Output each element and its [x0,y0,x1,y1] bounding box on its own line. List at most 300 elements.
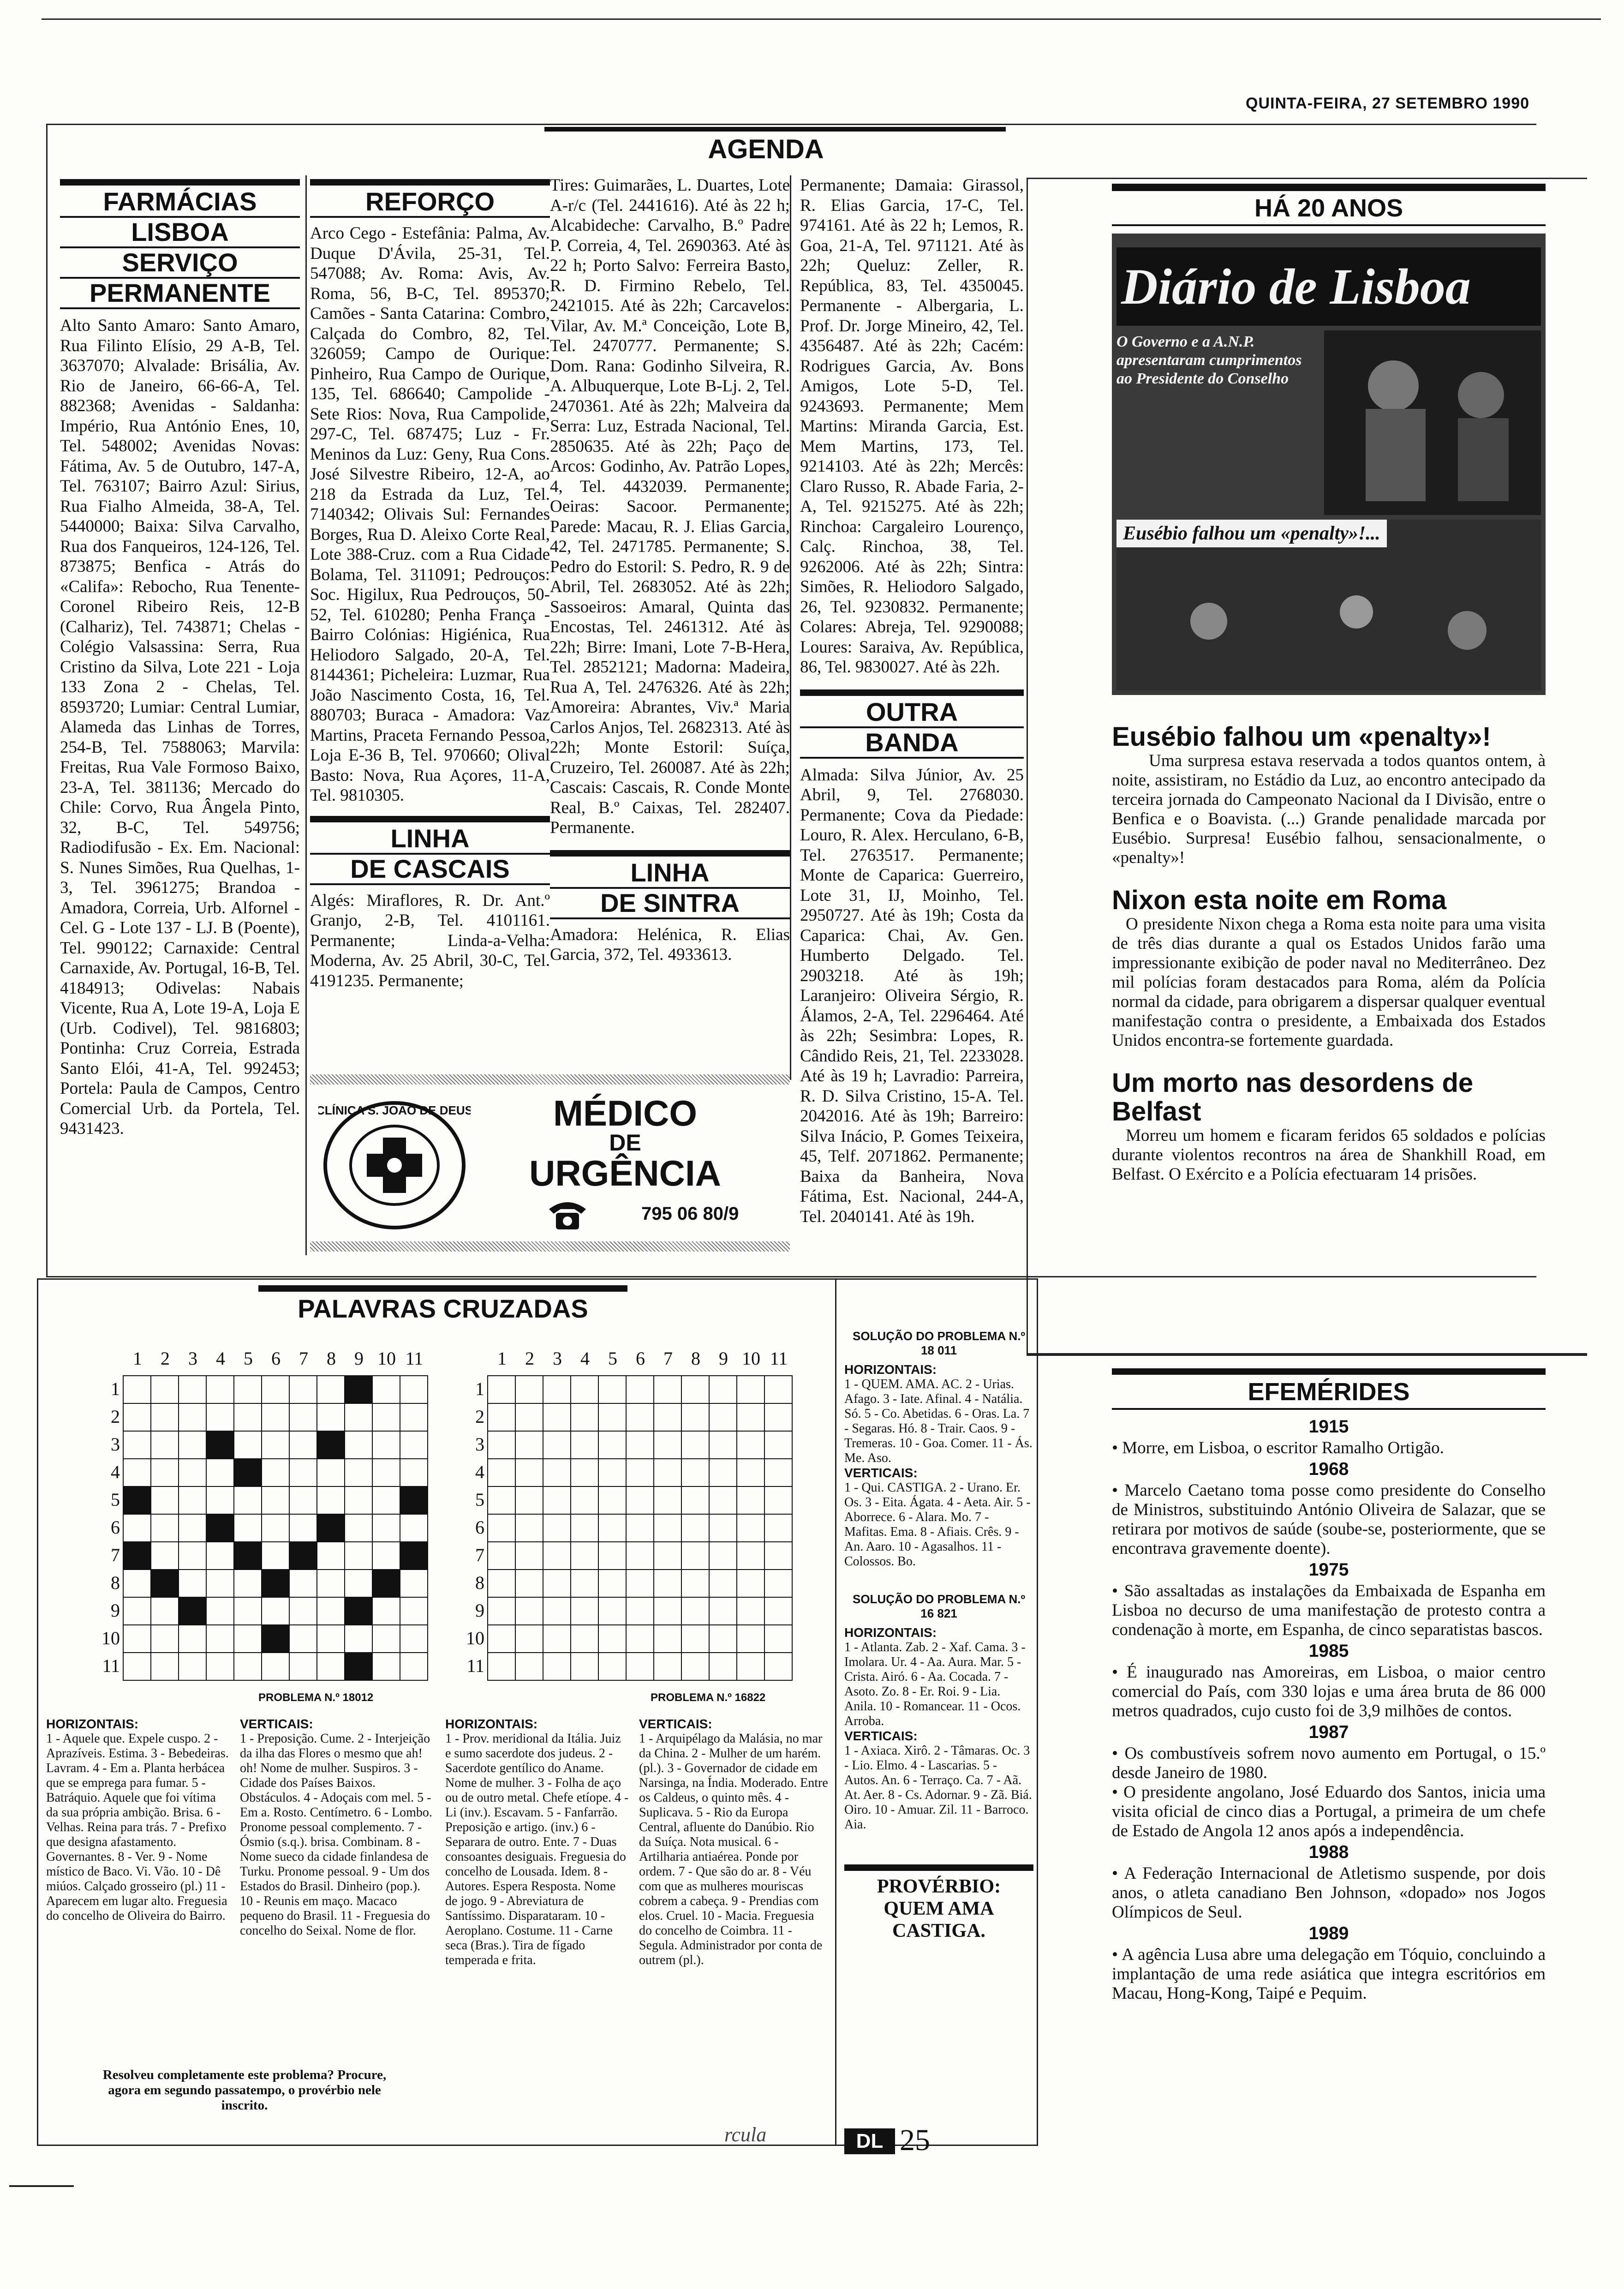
grid-cell[interactable] [515,1653,543,1680]
grid-cell[interactable] [123,1431,151,1459]
grid-cell[interactable] [764,1514,792,1542]
grid-cell[interactable] [372,1376,400,1403]
handwritten-scribble: rcula [724,2123,767,2146]
agenda-title: AGENDA [708,134,824,164]
grid-cell[interactable] [709,1625,737,1653]
grid-cell[interactable] [598,1431,626,1459]
grid-cell[interactable] [123,1459,151,1486]
grid-black-cell [151,1570,179,1597]
grid-cell[interactable] [179,1570,206,1597]
story-belfast [1112,1069,1546,1184]
grid-cell[interactable] [543,1625,571,1653]
grid-cell[interactable] [151,1403,179,1431]
grid-cell[interactable] [709,1376,737,1403]
grid-cell[interactable] [206,1459,234,1486]
grid-cell[interactable] [626,1459,654,1486]
ha20-title: HÁ 20 ANOS [1112,184,1546,226]
grid-cell[interactable] [345,1514,372,1542]
grid-cell[interactable] [262,1514,289,1542]
grid-cell[interactable] [488,1431,515,1459]
grid-cell[interactable] [345,1542,372,1570]
grid-cell[interactable] [543,1570,571,1597]
problem2-label: PROBLEMA N.º 16822 [651,1691,766,1704]
grid-cell[interactable] [372,1403,400,1431]
grid-cell[interactable] [681,1597,709,1625]
grid-cell[interactable] [372,1625,400,1653]
grid-cell[interactable] [289,1403,317,1431]
grid-column-number: 11 [770,1348,788,1369]
grid-cell[interactable] [179,1431,206,1459]
grid-cell[interactable] [400,1459,428,1486]
ha20-section [1112,184,1546,1184]
grid-cell[interactable] [709,1542,737,1570]
grid-cell[interactable] [488,1570,515,1597]
grid-cell[interactable] [681,1403,709,1431]
clip-teaser-2: Eusébio falhou um «penalty»!... [1116,520,1387,547]
grid-cell[interactable] [543,1459,571,1486]
grid-cell[interactable] [179,1653,206,1680]
grid-cell[interactable] [681,1542,709,1570]
grid-cell[interactable] [626,1542,654,1570]
grid-cell[interactable] [289,1625,317,1653]
medico-hatch-bottom [310,1241,790,1252]
grid-cell[interactable] [262,1486,289,1514]
grid-cell[interactable] [262,1597,289,1625]
proverb-text: QUEM AMA CASTIGA. [884,1898,994,1941]
clue-heading: HORIZONTAIS: [46,1717,139,1731]
grid-cell[interactable] [317,1653,345,1680]
grid-cell[interactable] [179,1542,206,1570]
grid-cell[interactable] [400,1431,428,1459]
grid-cell[interactable] [262,1376,289,1403]
grid-cell[interactable] [179,1459,206,1486]
grid-cell[interactable] [372,1514,400,1542]
grid-black-cell [317,1431,345,1459]
grid-cell[interactable] [626,1376,654,1403]
grid-cell[interactable] [488,1597,515,1625]
grid-cell[interactable] [400,1597,428,1625]
grid-cell[interactable] [345,1486,372,1514]
grid-cell[interactable] [179,1486,206,1514]
grid-cell[interactable] [151,1653,179,1680]
grid-cell[interactable] [345,1403,372,1431]
grid-cell[interactable] [515,1486,543,1514]
grid-cell[interactable] [681,1459,709,1486]
grid-cell[interactable] [488,1514,515,1542]
grid-cell[interactable] [737,1597,764,1625]
grid-cell[interactable] [654,1570,681,1597]
grid-row-number: 3 [111,1434,120,1455]
grid-cell[interactable] [123,1625,151,1653]
grid-cell[interactable] [571,1542,598,1570]
efemeride-year: 1988 [1308,1842,1349,1862]
grid-cell[interactable] [123,1403,151,1431]
p1-horizontais [46,1717,231,1923]
grid-cell[interactable] [571,1459,598,1486]
grid-cell[interactable] [488,1542,515,1570]
grid-cell[interactable] [543,1486,571,1514]
grid-cell[interactable] [123,1570,151,1597]
grid-cell[interactable] [571,1625,598,1653]
grid-cell[interactable] [626,1514,654,1542]
grid-cell[interactable] [372,1542,400,1570]
grid-cell[interactable] [262,1542,289,1570]
grid-cell[interactable] [764,1570,792,1597]
grid-cell[interactable] [400,1403,428,1431]
efemeride-item: • Os combustíveis sofrem novo aumento em Portugal, o 15.º desde Janeiro de 1980. [1112,1744,1546,1782]
grid-cell[interactable] [345,1570,372,1597]
grid-cell[interactable] [151,1542,179,1570]
grid-column-number: 9 [719,1348,728,1369]
grid-column-number: 4 [580,1348,590,1369]
grid-cell[interactable] [400,1376,428,1403]
grid-row-number: 6 [111,1517,120,1538]
clip-masthead: Diário de Lisboa [1116,247,1541,326]
crossword-title: PALAVRAS CRUZADAS [258,1285,627,1324]
grid-cell[interactable] [543,1542,571,1570]
grid-cell[interactable] [179,1625,206,1653]
efemerides-list [1112,1415,1546,2003]
grid-cell[interactable] [543,1514,571,1542]
grid-cell[interactable] [626,1625,654,1653]
grid-cell[interactable] [515,1514,543,1542]
problem1-label: PROBLEMA N.º 18012 [258,1691,374,1704]
grid2-row-numbers [457,1375,484,1680]
grid-cell[interactable] [571,1431,598,1459]
outra-banda-text: Almada: Silva Júnior, Av. 25 Abril, 9, Tel. 2768030. Permanente; Cova da Piedade: Louro, R. Alex. Herculano, 6-B, Tel. 2763517. Permanente; Monte de Caparica: Guerreiro, Lote 31, IJ, Moinho, Tel. 2950727. Até às 19h; Costa da Caparica: Chai, Av. Gen. Humberto Delgado. Tel. 2903218. Até às 19h; Laranjeiro: Oliveira Sérgio, R. Álamos, 2-A, Tel. 2296464. Até às 22h; Sesimbra: Lopes, R. Cândido Reis, 21, Tel. 2233028. Até às 19 h; Lavradio: Parreira, R. D. Silva Cristino, 15-A. Tel. 2042016. Até às 19h; Barreiro: Silva Inácio, P. Gomes Teixeira, 45, Telf. 2071862. Permanente; Baixa da Banheira, Nova Fátima, Est. Nacional, 244-A, Tel. 2040141. Até às 19h. [800,765,1024,1226]
grid-cell[interactable] [289,1431,317,1459]
grid-cell[interactable] [179,1376,206,1403]
grid-cell[interactable] [654,1431,681,1459]
grid-cell[interactable] [598,1459,626,1486]
grid-cell[interactable] [262,1403,289,1431]
grid-cell[interactable] [151,1459,179,1486]
grid-cell[interactable] [515,1597,543,1625]
grid-cell[interactable] [372,1431,400,1459]
grid-cell[interactable] [709,1431,737,1459]
grid-cell[interactable] [372,1597,400,1625]
grid-cell[interactable] [123,1597,151,1625]
grid-cell[interactable] [151,1625,179,1653]
grid-cell[interactable] [234,1403,262,1431]
grid-cell[interactable] [345,1625,372,1653]
grid-cell[interactable] [317,1459,345,1486]
grid-cell[interactable] [400,1653,428,1680]
grid-cell[interactable] [317,1542,345,1570]
grid-cell[interactable] [345,1459,372,1486]
grid-cell[interactable] [626,1403,654,1431]
grid-cell[interactable] [515,1570,543,1597]
grid-column-number: 7 [663,1348,673,1369]
grid-row-number: 8 [111,1572,120,1593]
grid-row-number: 11 [466,1655,484,1676]
grid-cell[interactable] [764,1597,792,1625]
efemerides-top-rule [1027,1354,1587,1356]
grid-black-cell [123,1542,151,1570]
grid-cell[interactable] [737,1403,764,1431]
grid-cell[interactable] [543,1597,571,1625]
grid-cell[interactable] [151,1597,179,1625]
grid-cell[interactable] [151,1486,179,1514]
grid-cell[interactable] [515,1542,543,1570]
grid-cell[interactable] [654,1376,681,1403]
grid-cell[interactable] [598,1625,626,1653]
grid-cell[interactable] [654,1653,681,1680]
clinic-logo [318,1096,471,1234]
grid-cell[interactable] [764,1376,792,1403]
newspaper-clipping-image [1112,234,1546,695]
grid-cell[interactable] [709,1459,737,1486]
grid-column-number: 1 [497,1348,507,1369]
efemeride-item: • A Federação Internacional de Atletismo suspende, por dois anos, o atleta canadiano Ben Johnson, «dopado» nos Jogos Olímpicos de Seul. [1112,1864,1546,1922]
story-eusebio [1112,723,1546,868]
grid-cell[interactable] [206,1542,234,1570]
grid-cell[interactable] [179,1514,206,1542]
grid-cell[interactable] [626,1570,654,1597]
grid-cell[interactable] [234,1431,262,1459]
grid-cell[interactable] [681,1625,709,1653]
grid-cell[interactable] [626,1653,654,1680]
grid-cell[interactable] [571,1514,598,1542]
grid-cell[interactable] [598,1570,626,1597]
grid-cell[interactable] [317,1403,345,1431]
solutions-column [844,1329,1033,1942]
grid-cell[interactable] [764,1486,792,1514]
grid-cell[interactable] [123,1514,151,1542]
grid-cell[interactable] [206,1403,234,1431]
grid-cell[interactable] [123,1376,151,1403]
grid-cell[interactable] [289,1653,317,1680]
grid-cell[interactable] [234,1597,262,1625]
clue-heading: VERTICAIS: [844,1729,918,1743]
grid-cell[interactable] [626,1486,654,1514]
grid-cell[interactable] [737,1431,764,1459]
grid-column-number: 1 [133,1348,142,1369]
grid-cell[interactable] [234,1653,262,1680]
grid-cell[interactable] [515,1459,543,1486]
grid-cell[interactable] [654,1625,681,1653]
grid-cell[interactable] [206,1597,234,1625]
grid-cell[interactable] [289,1514,317,1542]
grid-cell[interactable] [372,1459,400,1486]
grid-column-number: 5 [244,1348,253,1369]
grid-cell[interactable] [317,1597,345,1625]
grid-cell[interactable] [737,1514,764,1542]
grid-column-number: 5 [608,1348,617,1369]
grid-cell[interactable] [488,1459,515,1486]
grid-cell[interactable] [598,1403,626,1431]
grid-cell[interactable] [737,1570,764,1597]
grid-cell[interactable] [764,1431,792,1459]
grid-column-number: 3 [553,1348,562,1369]
grid-cell[interactable] [400,1514,428,1542]
banda-title: BANDA [800,728,1024,759]
grid-cell[interactable] [151,1514,179,1542]
page-date: QUINTA-FEIRA, 27 SETEMBRO 1990 [1246,95,1530,112]
farmacias-text: Alto Santo Amaro: Santo Amaro, Rua Filinto Elísio, 29 A-B, Tel. 3637070; Alvalade: Brisália, Av. Rio de Janeiro, 66-66-A, Tel. 882368; Avenidas - Saldanha: Império, Rua António Enes, 10, Tel. 548002; Avenidas Novas: Fátima, Av. 5 de Outubro, 147-A, Tel. 763107; Bairro Azul: Sirius, Rua Fialho Almeida, 38-A, Tel. 5440000; Baixa: Silva Carvalho, Rua dos Fanqueiros, 124-126, Tel. 873875; Benfica - Atrás do «Califa»: Rebocho, Rua Tenente-Coronel Ribeiro Reis, 12-B (Calhariz), Tel. 743871; Chelas - Colégio Valsassina: Serra, Rua Cristino da Silva, Lote 221 - Loja 133 Zona 2 - Chelas, Tel. 8593720; Lumiar: Central Lumiar, Alameda das Linhas de Torres, 254-B, Tel. 7588063; Marvila: Freitas, Rua Vale Formoso Baixo, 23-A, Tel. 381136; Mercado do Chile: Corvo, Rua Ângela Pinto, 32, B-C, Tel. 549756; Radiodifusão - Ex. Em. Nacional: S. Nunes Simões, Rua Quelhas, 1-3, Tel. 3961275; Brandoa - Amadora, Correia, Urb. Alfornel - Cel. G - Lote 137 - LJ. B (Poente), Tel. 990122; Carnaxide: Central Carnaxide, Av. Portugal, 16-B, Tel. 4184913; Odivelas: Nabais Vicente, Rua A, Lote 19-A, Loja E (Urb. Codivel), Tel. 9816803; Pontinha: Cruz Correia, Estrada Santo Elói, 41-A, Tel. 992453; Portela: Paula de Campos, Centro Comercial Urb. da Portela, Tel. 9431423. [60,316,300,1138]
grid-cell[interactable] [571,1376,598,1403]
telephone-icon [544,1195,591,1232]
grid-cell[interactable] [737,1486,764,1514]
grid-cell[interactable] [764,1403,792,1431]
grid-cell[interactable] [681,1431,709,1459]
grid-cell[interactable] [654,1597,681,1625]
grid-cell[interactable] [737,1459,764,1486]
grid-cell[interactable] [764,1542,792,1570]
grid-cell[interactable] [289,1570,317,1597]
grid-cell[interactable] [515,1403,543,1431]
grid-cell[interactable] [488,1653,515,1680]
efemeride-item: • Morre, em Lisboa, o escritor Ramalho Ortigão. [1112,1438,1444,1457]
grid-cell[interactable] [179,1403,206,1431]
solution2-horizontais [844,1625,1033,1729]
solution1-verticais [844,1466,1033,1569]
grid-cell[interactable] [317,1625,345,1653]
grid-column-number: 11 [405,1348,424,1369]
grid-cell[interactable] [543,1431,571,1459]
grid-cell[interactable] [515,1431,543,1459]
efemeride-year: 1989 [1308,1923,1349,1943]
grid-cell[interactable] [737,1542,764,1570]
grid-cell[interactable] [317,1570,345,1597]
grid-row-number: 2 [111,1406,120,1427]
linha-sintra-title: LINHA [550,850,790,889]
grid-cell[interactable] [372,1486,400,1514]
grid-cell[interactable] [654,1542,681,1570]
grid-cell[interactable] [515,1376,543,1403]
grid-row-number: 6 [475,1517,484,1538]
grid-cell[interactable] [289,1459,317,1486]
grid-cell[interactable] [488,1376,515,1403]
grid-cell[interactable] [262,1459,289,1486]
grid-cell[interactable] [234,1376,262,1403]
grid-cell[interactable] [709,1653,737,1680]
clue-text: 1 - Atlanta. Zab. 2 - Xaf. Cama. 3 - Imolara. Ur. 4 - Aa. Aura. Mar. 5 - Crista. Airó. 6 - Aa. Cocada. 7 - Asoto. Zo. 8 - Er. Roi. 9 - Lia. Anila. 10 - Romancear. 11 - Ocos. Arroba. [844,1640,1026,1728]
grid-cell[interactable] [372,1653,400,1680]
grid-cell[interactable] [737,1376,764,1403]
grid-cell[interactable] [571,1486,598,1514]
grid-cell[interactable] [764,1625,792,1653]
reforco-text: Arco Cego - Estefânia: Palma, Av. Duque D'Ávila, 25-31, Tel. 547088; Av. Roma: Avis, Av. Roma, 56, B-C, Tel. 895370; Camões - Santa Catarina: Combro, Calçada do Combro, 82, Tel. 326059; Campo de Ourique: Pinheiro, Rua Campo de Ourique, 135, Tel. 686640; Campolide - Sete Rios: Nova, Rua Campolide, 297-C, Tel. 687475; Luz - Fr. Meninos da Luz: Geny, Rua Cons. José Silvestre Ribeiro, 12-A, ao 218 da Estrada da Luz, Tel. 7140342; Olivais Sul: Fernandes Borges, Rua D. Aleixo Corte Real, Lote 388-Cruz. com a Rua Cidade Bolama, Tel. 311091; Pedrouços: Soc. Higilux, Rua Pedrouços, 50-52, Tel. 610280; Penha França - Bairro Colónias: Higiénica, Rua Heliodoro Salgado, 20-A, Tel. 8144361; Picheleira: Luzmar, Rua João Nascimento Costa, 16, Tel. 880703; Buraca - Amadora: Vaz Martins, Praceta Fernando Pessoa, Loja E-36 B, Tel. 970660; Olival Basto: Nova, Rua Açores, 11-A, Tel. 9810305. [310,224,550,805]
grid-cell[interactable] [571,1653,598,1680]
grid-cell[interactable] [571,1570,598,1597]
grid-cell[interactable] [234,1625,262,1653]
grid-cell[interactable] [151,1376,179,1403]
grid-cell[interactable] [598,1486,626,1514]
grid-cell[interactable] [764,1459,792,1486]
grid-cell[interactable] [709,1514,737,1542]
grid-cell[interactable] [317,1486,345,1514]
grid-cell[interactable] [345,1431,372,1459]
page-number: 25 [900,2123,930,2157]
grid-cell[interactable] [543,1403,571,1431]
grid-cell[interactable] [681,1486,709,1514]
de-sintra-title: DE SINTRA [550,889,790,919]
grid-cell[interactable] [709,1597,737,1625]
grid-cell[interactable] [488,1486,515,1514]
grid-cell[interactable] [234,1570,262,1597]
grid1-row-numbers [92,1375,120,1680]
dl-logo: DL [844,2128,895,2154]
grid-cell[interactable] [598,1514,626,1542]
grid-cell[interactable] [654,1403,681,1431]
grid-cell[interactable] [400,1570,428,1597]
grid-cell[interactable] [289,1376,317,1403]
grid-cell[interactable] [543,1376,571,1403]
grid-cell[interactable] [400,1625,428,1653]
grid-cell[interactable] [737,1625,764,1653]
p1-verticais [240,1717,434,1938]
grid-cell[interactable] [654,1486,681,1514]
grid-cell[interactable] [681,1514,709,1542]
grid-cell[interactable] [206,1653,234,1680]
reforco-column [310,179,550,991]
story-headline: Um morto nas desordens de Belfast [1112,1068,1474,1127]
grid1-column-numbers [124,1348,428,1369]
grid-cell[interactable] [206,1625,234,1653]
efemeride-item: • São assaltadas as instalações da Embaixada de Espanha em Lisboa no decurso de uma manifestação de protesto contra a condenação à morte, em Espanha, de cinco separatistas bascos. [1112,1582,1546,1639]
grid-cell[interactable] [571,1597,598,1625]
grid-cell[interactable] [764,1653,792,1680]
story-text: O presidente Nixon chega a Roma esta noite para uma visita de três dias durante a qual os Estados Unidos farão uma impressionante exibição de poder naval no Mediterrâneo. Dez mil polícias foram destacados para Roma, além da Polícia normal da cidade, para obrigarem a dispersar qualquer eventual manifestação contra o presidente, a Embaixada dos Estados Unidos encontra-se fortemente guardada. [1112,915,1546,1050]
grid-cell[interactable] [626,1597,654,1625]
grid-cell[interactable] [262,1653,289,1680]
story-nixon [1112,886,1546,1050]
efemeride-year: 1968 [1308,1459,1349,1479]
grid-cell[interactable] [206,1570,234,1597]
clue-text: 1 - Arquipélago da Malásia, no mar da China. 2 - Mulher de um harém. (pl.). 3 - Governador de cidade em Narsinga, na Índia. Moderado. Entre os Caldeus, o quinto mês. 4 - Suplicava. 5 - Rio da Europa Central, afluente do Danúbio. Rio da Suíça. Nota musical. 6 - Artilharia antiaérea. Ponde por ordem. 7 - Que são do ar. 8 - Véu com que as mulheres mouriscas cobrem a cabeça. 9 - Prendias com elos. Cruel. 10 - Macia. Freguesia do concelho de Coimbra. 11 - Segula. Administrador por conta de outrem (pl.). [639,1732,828,1967]
clue-heading: HORIZONTAIS: [844,1362,937,1377]
grid-cell[interactable] [206,1376,234,1403]
grid-black-cell [289,1542,317,1570]
grid-cell[interactable] [262,1431,289,1459]
grid-cell[interactable] [654,1459,681,1486]
grid-cell[interactable] [234,1486,262,1514]
agenda-title-rule [544,127,1006,132]
grid-cell[interactable] [681,1376,709,1403]
grid-cell[interactable] [681,1570,709,1597]
grid-cell[interactable] [317,1376,345,1403]
grid-cell[interactable] [626,1431,654,1459]
grid-cell[interactable] [598,1653,626,1680]
grid-black-cell [317,1514,345,1542]
grid-cell[interactable] [206,1486,234,1514]
grid-black-cell [400,1486,428,1514]
grid-cell[interactable] [709,1403,737,1431]
grid-cell[interactable] [737,1653,764,1680]
grid-cell[interactable] [488,1403,515,1431]
grid-cell[interactable] [654,1514,681,1542]
grid-cell[interactable] [598,1542,626,1570]
grid-cell[interactable] [234,1514,262,1542]
grid-cell[interactable] [289,1486,317,1514]
grid-cell[interactable] [488,1625,515,1653]
grid-cell[interactable] [598,1376,626,1403]
grid-cell[interactable] [571,1403,598,1431]
grid-cell[interactable] [543,1653,571,1680]
grid-black-cell [400,1542,428,1570]
grid-cell[interactable] [681,1653,709,1680]
grid-cell[interactable] [709,1570,737,1597]
grid-cell[interactable] [598,1597,626,1625]
grid-cell[interactable] [709,1486,737,1514]
grid-cell[interactable] [515,1625,543,1653]
medico-hatch-top [310,1074,790,1085]
solution1-title: SOLUÇÃO DO PROBLEMA N.º 18 011 [853,1329,1025,1357]
grid-cell[interactable] [289,1597,317,1625]
grid-cell[interactable] [123,1653,151,1680]
grid-cell[interactable] [151,1431,179,1459]
